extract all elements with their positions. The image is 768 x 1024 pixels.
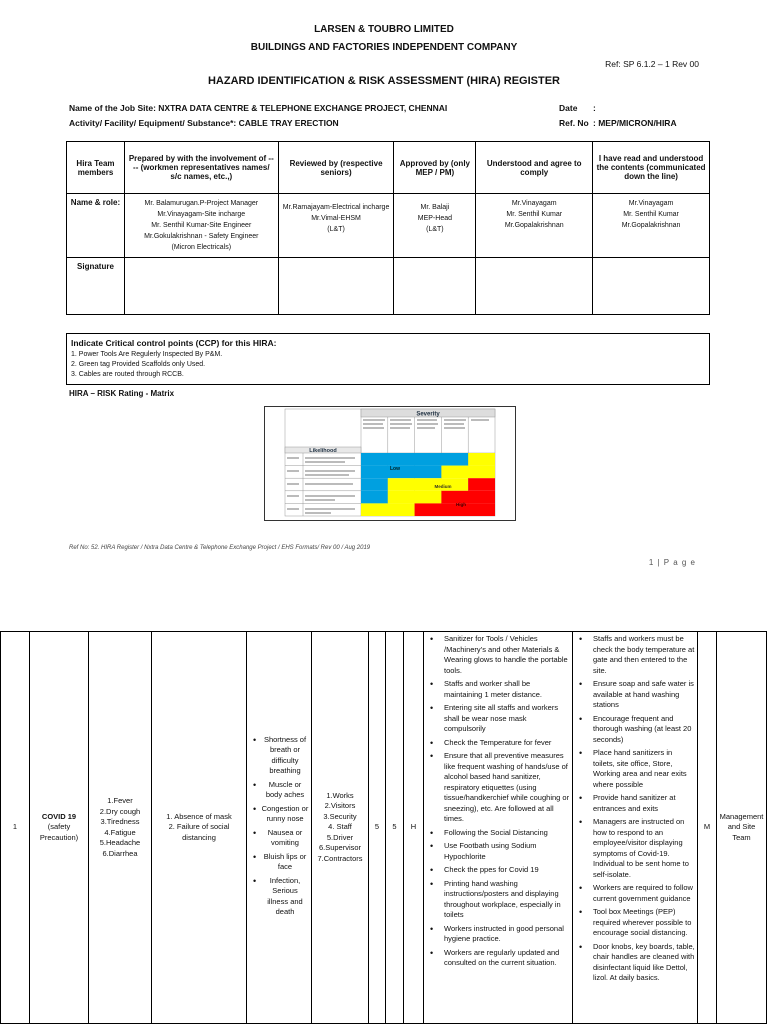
severity-value: 5 [386, 632, 404, 1024]
signature-cell[interactable] [394, 258, 476, 315]
refno-value: : MEP/MICRON/HIRA [593, 118, 677, 128]
activity-cell [30, 632, 89, 1024]
signature-cell[interactable] [476, 258, 593, 315]
prepared-names: Mr. Balamurugan.P-Project Manager Mr.Vinayagam-Site incharge Mr. Senthil Kumar-Site Engineer Mr.Gokulakrishnan - Safety Engineer (Micron Electricals) [124, 194, 278, 258]
list-item: • Congestion or runny nose [249, 804, 309, 825]
additional-controls-cell [573, 632, 698, 1024]
matrix-title: HIRA – RISK Rating - Matrix [69, 389, 175, 398]
risk-matrix-graphic [265, 407, 515, 520]
header-approved: Approved by (only MEP / PM) [394, 142, 476, 194]
page-number: 1 | P a g e [648, 558, 696, 567]
ccp-title: Indicate Critical control points (CCP) for this HIRA: [71, 338, 277, 348]
name-role-label: Name & role: [67, 194, 125, 258]
list-item: • Bluish lips or face [249, 852, 309, 873]
list-item: • Ensure soap and safe water is available at hand washing stations [575, 679, 695, 711]
svg-text:Likelihood: Likelihood [309, 448, 337, 454]
activity-title: COVID 19 [41, 811, 77, 821]
header-read: I have read and understood the contents (communicated down the line) [593, 142, 710, 194]
list-item: • Staffs and worker shall be maintaining 1 meter distance. [426, 679, 570, 700]
list-item: • Ensure that all preventive measures like frequent washing of hands/use of alcohol based hand sanitizer, respiratory etiquettes (using tissue/handkerchief while coughing or sneezing), etc. Are followed at all times. [426, 751, 570, 825]
persons-cell: 1.Works 2.Visitors 3.Security 4. Staff 5.Driver 6.Supervisor 7.Contractors [312, 632, 369, 1024]
hira-table [0, 631, 767, 1024]
reviewed-names: Mr.Ramajayam-Electrical incharge Mr.Vimal-EHSM (L&T) [278, 194, 394, 258]
list-item: • Provide hand sanitizer at entrances and exits [575, 793, 695, 814]
company-name: LARSEN & TOUBRO LIMITED [314, 24, 454, 35]
serial-number: 1 [1, 632, 30, 1024]
svg-text:Low: Low [390, 466, 400, 472]
list-item: • Place hand sanitizers in toilets, site office, Store, Working area and near exits where possible [575, 748, 695, 790]
footer-ref: Ref No: 52. HIRA Register / Nxtra Data Centre & Telephone Exchange Project / EHS Formats/ Rev 00 / Aug 2019 [69, 545, 371, 551]
ccp-item: 2. Green tag Provided Scaffolds only Used. [71, 361, 206, 368]
list-item: • Sanitizer for Tools / Vehicles /Machinery’s and other Materials & Wearing glows to handle the portable tools. [426, 634, 570, 676]
causes-cell: 1. Absence of mask 2. Failure of social distancing [152, 632, 247, 1024]
signature-cell[interactable] [124, 258, 278, 315]
header-prepared: Prepared by with the involvement of ---- (workmen representatives names/ s/c names, etc.,) [124, 142, 278, 194]
signature-label: Signature [67, 258, 125, 315]
likelihood-value: 5 [369, 632, 386, 1024]
activity: Activity/ Facility/ Equipment/ Substance*: CABLE TRAY ERECTION [69, 118, 339, 128]
document-ref: Ref: SP 6.1.2 – 1 Rev 00 [605, 59, 699, 69]
division-name: BUILDINGS AND FACTORIES INDEPENDENT COMPANY [250, 42, 518, 53]
svg-text:High: High [456, 502, 466, 507]
ccp-item: 3. Cables are routed through RCCB. [71, 371, 184, 378]
refno-label: Ref. No [559, 118, 589, 128]
hazards-cell: 1.Fever 2.Dry cough 3.Tiredness 4.Fatigue 5.Headache 6.Diarrhea [89, 632, 152, 1024]
header-reviewed: Reviewed by (respective seniors) [278, 142, 394, 194]
date-label: Date [559, 103, 578, 113]
activity-sub: (safety Precaution) [39, 822, 79, 842]
signature-cell[interactable] [278, 258, 394, 315]
ccp-item: 1. Power Tools Are Regulerly Inspected By P&M. [71, 351, 223, 358]
read-names: Mr.Vinayagam Mr. Senthil Kumar Mr.Gopalakrishnan [593, 194, 710, 258]
header-understood: Understood and agree to comply [476, 142, 593, 194]
list-item: • Door knobs, key boards, table, chair handles are cleaned with disinfectant liquid like Dettol, lizol. At daily basics. [575, 942, 695, 984]
list-item: • Tool box Meetings (PEP) required wherever possible to encourage social distancing. [575, 907, 695, 939]
understood-names: Mr.Vinayagam Mr. Senthil Kumar Mr.Gopalakrishnan [476, 194, 593, 258]
list-item: • Use Footbath using Sodium Hypochlorite [426, 841, 570, 862]
list-item: • Shortness of breath or difficulty breathing [249, 735, 309, 777]
svg-text:Severity: Severity [416, 411, 440, 418]
job-site: Name of the Job Site: NXTRA DATA CENTRE & TELEPHONE EXCHANGE PROJECT, CHENNAI [69, 103, 448, 113]
responsibility: Management and Site Team [717, 632, 767, 1024]
list-item: • Check the ppes for Covid 19 [426, 865, 570, 876]
list-item: • Muscle or body aches [249, 780, 309, 801]
list-item: • Managers are instructed on how to respond to an employee/visitor displaying symptoms of Covid-19. Individual to be sent home to self-isolate. [575, 817, 695, 880]
residual-risk: M [698, 632, 717, 1024]
date-value: : [593, 103, 596, 113]
list-item: • Workers are required to follow current government guidance [575, 883, 695, 904]
list-item: • Infection, Serious illness and death [249, 876, 309, 918]
list-item: • Check the Temperature for fever [426, 738, 570, 749]
list-item: • Staffs and workers must be check the body temperature at gate and then entered to the site. [575, 634, 695, 676]
risk-value: H [404, 632, 424, 1024]
document-title: HAZARD IDENTIFICATION & RISK ASSESSMENT (HIRA) REGISTER [207, 75, 560, 87]
list-item: • Printing hand washing instructions/posters and displaying throughout workplace, especially in toilets [426, 879, 570, 921]
list-item: • Nausea or vomiting [249, 828, 309, 849]
list-item: • Following the Social Distancing [426, 828, 570, 839]
approved-names: Mr. Balaji MEP-Head (L&T) [394, 194, 476, 258]
list-item: • Entering site all staffs and workers shall be wear nose mask compulsorily [426, 703, 570, 735]
list-item: • Encourage frequent and thorough washing (at least 20 seconds) [575, 714, 695, 746]
page-gap [0, 590, 768, 630]
signature-cell[interactable] [593, 258, 710, 315]
svg-text:Medium: Medium [434, 484, 452, 489]
risk-matrix-image [264, 406, 516, 521]
list-item: • Workers instructed in good personal hygiene practice. [426, 924, 570, 945]
controls-cell [424, 632, 573, 1024]
consequences-cell [247, 632, 312, 1024]
header-team: Hira Team members [67, 142, 125, 194]
table-row [1, 632, 767, 1024]
list-item: • Workers are regularly updated and consulted on the current situation. [426, 948, 570, 969]
team-table [66, 141, 710, 315]
ccp-box [66, 333, 710, 385]
